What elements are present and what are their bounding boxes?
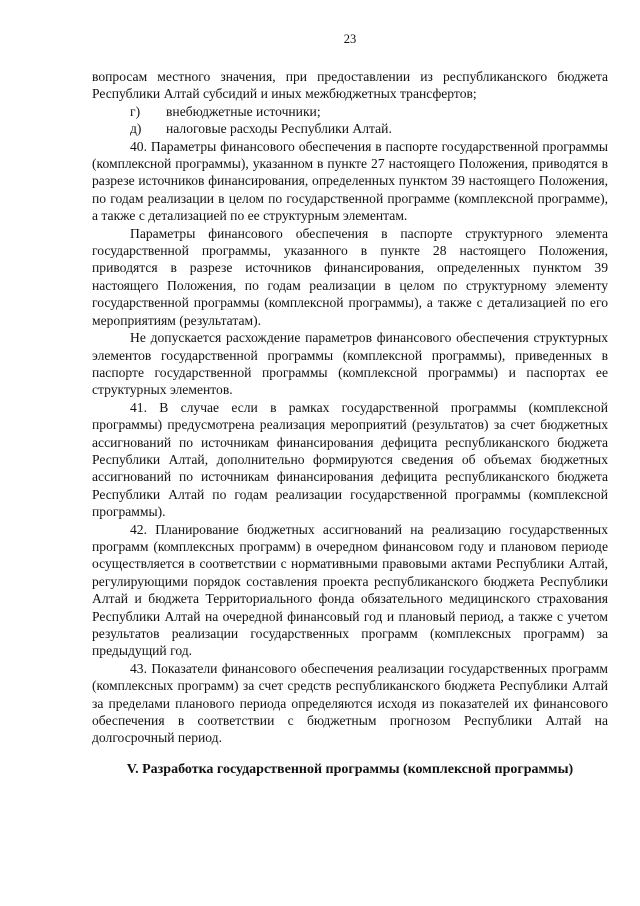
list-item-text: налоговые расходы Республики Алтай. <box>166 121 392 137</box>
list-item <box>92 120 608 137</box>
list-item-text: внебюджетные источники; <box>166 103 321 119</box>
paragraph-43: 43. Показатели финансового обеспечения реализации государственных программ (комплексных программ) за счет средств республиканского бюджета Республики Алтай за пределами планового периода определяются исходя из показателей их финансового обеспечения в соответствии с бюджетным прогнозом Республики Алтай на долгосрочный период. <box>92 660 608 746</box>
list-item-marker: г) <box>130 103 141 119</box>
page-number: 23 <box>343 32 357 46</box>
paragraph-40: 40. Параметры финансового обеспечения в паспорте государственной программы (комплексной программы), указанном в пункте 27 настоящего Положения, приводятся в разрезе источников финансирования, определенных пунктом 39 настоящего Положения, по годам реализации в целом по государственной программе (комплексной программе), а также с детализацией по ее структурным элементам. <box>92 138 608 224</box>
paragraph-41: 41. В случае если в рамках государственной программы (комплексной программы) предусмотрена реализация мероприятий (результатов) за счет бюджетных ассигнований по источникам финансирования дефицита республиканского бюджета Республики Алтай, дополнительно формируются сведения об объемах бюджетных ассигнований по источникам финансирования дефицита республиканского бюджета Республики Алтай по годам реализации государственной программы (комплексной программы). <box>92 399 608 520</box>
paragraph-structural-element: Параметры финансового обеспечения в паспорте структурного элемента государственной программы, указанного в пункте 28 настоящего Положения, приводятся в разрезе источников финансирования, определенных пунктом 39 настоящего Положения, по годам реализации в целом по структурному элементу государственной программы (комплексной программы), а также с детализацией по его мероприятиям (результатам). <box>92 225 608 328</box>
paragraph-42: 42. Планирование бюджетных ассигнований на реализацию государственных программ (комплексных программ) в очередном финансовом году и плановом периоде осуществляется в соответствии с нормативными правовыми актами Республики Алтай, регулирующими порядок составления проекта республиканского бюджета Республики Алтай и бюджета Территориального фонда обязательного медицинского страхования Республики Алтай на очередной финансовый год и плановый период, а также с учетом результатов реализации государственных программ (комплексных программ) за предыдущий год. <box>92 521 608 659</box>
list-item <box>92 103 608 120</box>
paragraph-continuation: вопросам местного значения, при предоставлении из республиканского бюджета Республики Алтай субсидий и иных межбюджетных трансфертов; <box>92 69 608 102</box>
paragraph-discrepancy: Не допускается расхождение параметров финансового обеспечения структурных элементов государственной программы (комплексной программы), приведенных в паспорте государственной программы (комплексной программы) и паспортах ее структурных элементов. <box>92 330 608 398</box>
list-item-marker: д) <box>130 121 142 137</box>
section-heading: V. Разработка государственной программы (комплексной программы) <box>126 761 574 777</box>
